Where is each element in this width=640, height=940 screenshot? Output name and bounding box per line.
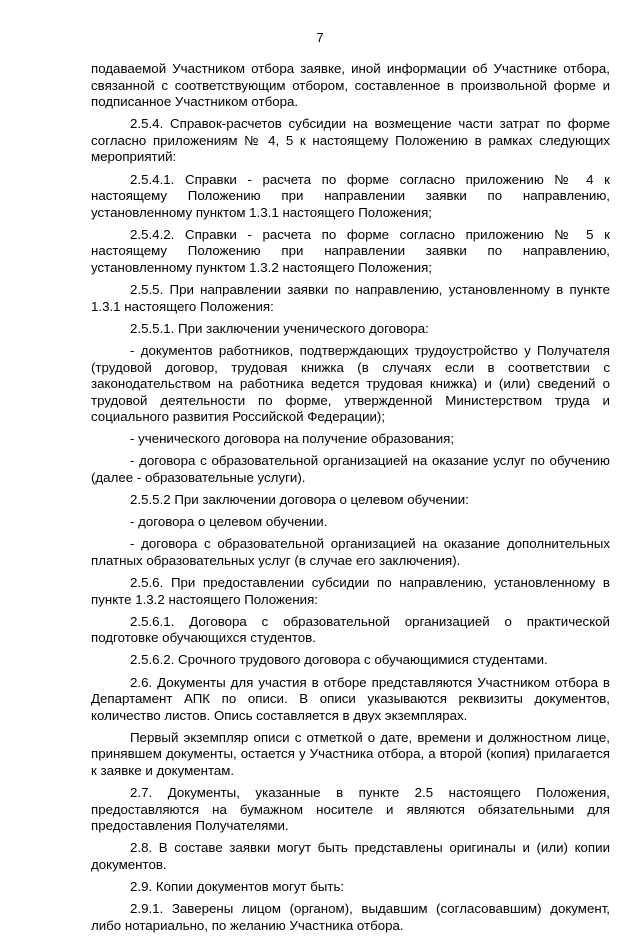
paragraph-2-8: 2.8. В составе заявки могут быть представлены оригиналы и (или) копии документов. [91, 840, 610, 872]
paragraph-2-5-4-2: 2.5.4.2. Справки - расчета по форме согласно приложению № 5 к настоящему Положению при направлении заявки по направлению, установленному пунктом 1.3.2 настоящего Положения; [91, 226, 610, 276]
paragraph-2-5-6-1: 2.5.6.1. Договора с образовательной организацией о практической подготовке обучающихся студентов. [91, 613, 610, 646]
paragraph-2-7: 2.7. Документы, указанные в пункте 2.5 настоящего Положения, предоставляются на бумажном носителе и являются обязательными для предоставления Получателями. [91, 785, 610, 834]
list-item-employee-documents: - документов работников, подтверждающих трудоустройство у Получателя (трудовой договор, трудовая книжка (в случаях если в соответствии с законодательством на работника ведется трудовая книжка) и (или) сведений о трудовой деятельности по форме, утвержденной Министерством труда и социального развития Российской Федерации); [91, 342, 610, 425]
list-item-paid-education-contract: - договора с образовательной организацией на оказание дополнительных платных образовательных услуг (в случае его заключения). [91, 536, 610, 568]
paragraph-2-6: 2.6. Документы для участия в отборе представляются Участником отбора в Департамент АПК по описи. В описи указываются реквизиты документов, количество листов. Опись составляется в двух экземплярах. [91, 674, 610, 723]
paragraph-2-9-1: 2.9.1. Заверены лицом (органом), выдавшим (согласовавшим) документ, либо нотариально, по желанию Участника отбора. [91, 901, 610, 933]
paragraph-2-5-6: 2.5.6. При предоставлении субсидии по направлению, установленному в пункте 1.3.2 настоящего Положения: [91, 575, 610, 607]
paragraph-2-5-5: 2.5.5. При направлении заявки по направлению, установленному в пункте 1.3.1 настоящего Положения: [91, 282, 610, 314]
list-item-education-services-contract: - договора с образовательной организацией на оказание услуг по обучению (далее - образовательные услуги). [91, 453, 610, 486]
document-body [91, 61, 610, 940]
paragraph-2-5-5-1: 2.5.5.1. При заключении ученического договора: [130, 320, 429, 336]
paragraph-2-5-5-2: 2.5.5.2 При заключении договора о целевом обучении: [130, 492, 469, 508]
paragraph-inventory-copies: Первый экземпляр описи с отметкой о дате, времени и должностном лице, принявшем документы, остается у Участника отбора, а второй (копия) прилагается к заявке и документам. [91, 729, 610, 778]
page-number: 7 [316, 30, 324, 45]
paragraph-2-5-6-2: 2.5.6.2. Срочного трудового договора с обучающимися студентами. [130, 652, 548, 668]
paragraph-2-9: 2.9. Копии документов могут быть: [130, 879, 345, 895]
paragraph-continuation: подаваемой Участником отбора заявке, иной информации об Участнике отбора, связанной с соответствующим отбором, составленное в произвольной форме и подписанное Участником отбора. [91, 61, 610, 110]
list-item-targeted-training-contract: - договора о целевом обучении. [130, 514, 328, 530]
paragraph-2-5-4-1: 2.5.4.1. Справки - расчета по форме согласно приложению № 4 к настоящему Положению при направлении заявки по направлению, установленному пунктом 1.3.1 настоящего Положения; [91, 171, 610, 220]
paragraph-2-5-4: 2.5.4. Справок-расчетов субсидии на возмещение части затрат по форме согласно приложениям № 4, 5 к настоящему Положению в рамках следующих мероприятий: [91, 116, 610, 165]
list-item-apprentice-contract: - ученического договора на получение образования; [130, 431, 455, 447]
